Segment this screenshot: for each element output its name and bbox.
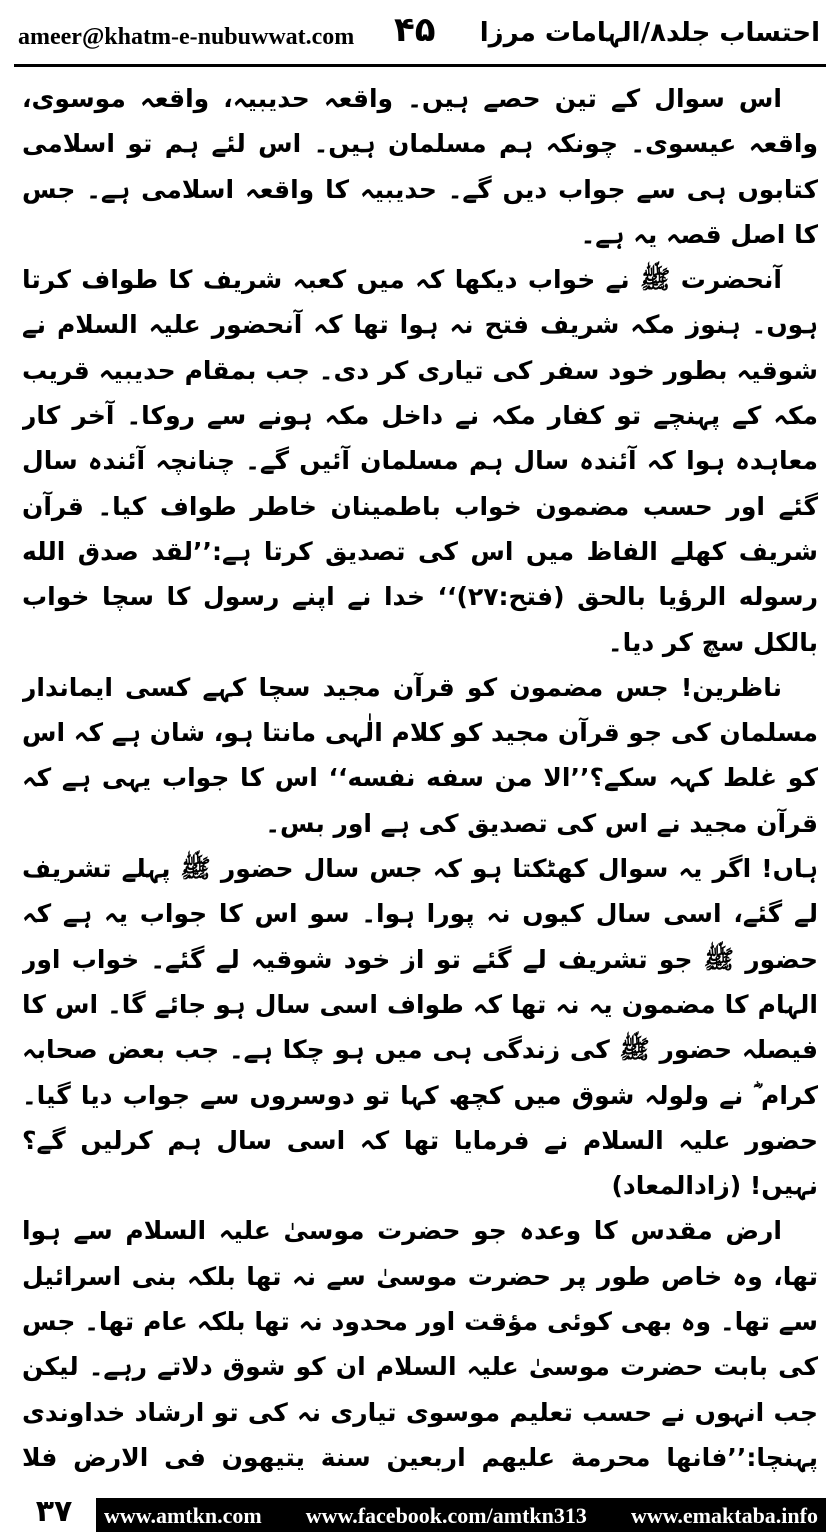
footer-link-emaktaba[interactable]: www.emaktaba.info <box>630 1503 818 1528</box>
header-title: احتساب جلد۸/الہامات مرزا <box>479 18 820 48</box>
footer-link-amtkn[interactable]: www.amtkn.com <box>104 1503 262 1528</box>
paragraph-4: ہاں! اگر یہ سوال کھٹکتا ہو کہ جس سال حضور ﷺ پہلے تشریف لے گئے، اسی سال کیوں نہ پورا ہوا۔ سو اس کا جواب یہ ہے کہ حضور ﷺ جو تشریف لے گئے تو از خود شوقیہ لے گئے۔ خواب اور الہام کا مضمون یہ نہ تھا کہ طواف اسی سال ہو جائے گا۔ اس کا فیصلہ حضور ﷺ کی زندگی ہی میں ہو چکا ہے۔ جب بعض صحابہ کرام ؓ نے ولولہ شوق میں کچھ کہا تو دوسروں سے جواب دیا گیا۔ حضور علیہ السلام نے فرمایا تھا کہ اسی سال ہم کرلیں گے؟ نہیں! (زادالمعاد) <box>22 854 818 1201</box>
paragraph-5: ارض مقدس کا وعدہ جو حضرت موسیٰ علیہ السلام سے ہوا تھا، وہ خاص طور پر حضرت موسیٰ سے نہ تھا بلکہ بنی اسرائیل سے تھا۔ وہ بھی کوئی مؤقت اور محدود نہ تھا بلکہ عام تھا۔ جس کی بابت حضرت موسیٰ علیہ السلام ان کو شوق دلاتے رہے۔ لیکن جب انہوں نے حسب تعلیم موسوی تیاری نہ کی تو ارشاد خداوندی پہنچا:’’فانها محرمة علیهم اربعین سنة یتیهون فی الارض فلا <box>22 1216 818 1472</box>
paragraph-2: آنحضرت ﷺ نے خواب دیکھا کہ میں کعبہ شریف کا طواف کرتا ہوں۔ ہنوز مکہ شریف فتح نہ ہوا تھا کہ آنحضور علیہ السلام نے شوقیہ بطور خود سفر کی تیاری کر دی۔ جب بمقام حدیبیہ قریب مکہ کے پہنچے تو کفار مکہ نے داخل مکہ ہونے سے روکا۔ آخر کار معاہدہ ہوا کہ آئندہ سال ہم مسلمان آئیں گے۔ چنانچہ آئندہ سال گئے اور حسب مضمون خواب باطمینان خاطر طواف کیا۔ قرآن شریف کھلے الفاظ میں اس کی تصدیق کرتا ہے:’’لقد صدق الله رسوله الرؤیا بالحق (فتح:۲۷)‘‘ خدا نے اپنے رسول کا سچا خواب بالکل سچ کر دیا۔ <box>22 265 818 657</box>
header-page-number: ۴۵ <box>394 10 436 50</box>
footer-links <box>104 1502 818 1530</box>
page-header <box>0 0 840 66</box>
paragraph-1: اس سوال کے تین حصے ہیں۔ واقعہ حدیبیہ، واقعہ موسوی، واقعہ عیسوی۔ چونکہ ہم مسلمان ہیں۔ اس لئے ہم تو اسلامی کتابوں ہی سے جواب دیں گے۔ حدیبیہ کا واقعہ اسلامی ہے۔ جس کا اصل قصہ یہ ہے۔ <box>22 84 818 249</box>
paragraph-3: ناظرین! جس مضمون کو قرآن مجید سچا کہے کسی ایماندار مسلمان کی جو قرآن مجید کو کلام الٰہی مانتا ہو، شان ہے کہ اس کو غلط کہہ سکے؟’’الا من سفه نفسه‘‘ اس کا جواب یہی ہے کہ قرآن مجید نے اس کی تصدیق کی ہے اور بس۔ <box>22 672 818 838</box>
page-body <box>22 76 818 1480</box>
footer-link-facebook[interactable]: www.facebook.com/amtkn313 <box>305 1503 587 1528</box>
header-divider <box>14 64 826 67</box>
footer-page-number: ۳۷ <box>35 1494 73 1529</box>
page-footer <box>0 1484 840 1540</box>
header-email[interactable]: ameer@khatm-e-nubuwwat.com <box>18 24 355 50</box>
